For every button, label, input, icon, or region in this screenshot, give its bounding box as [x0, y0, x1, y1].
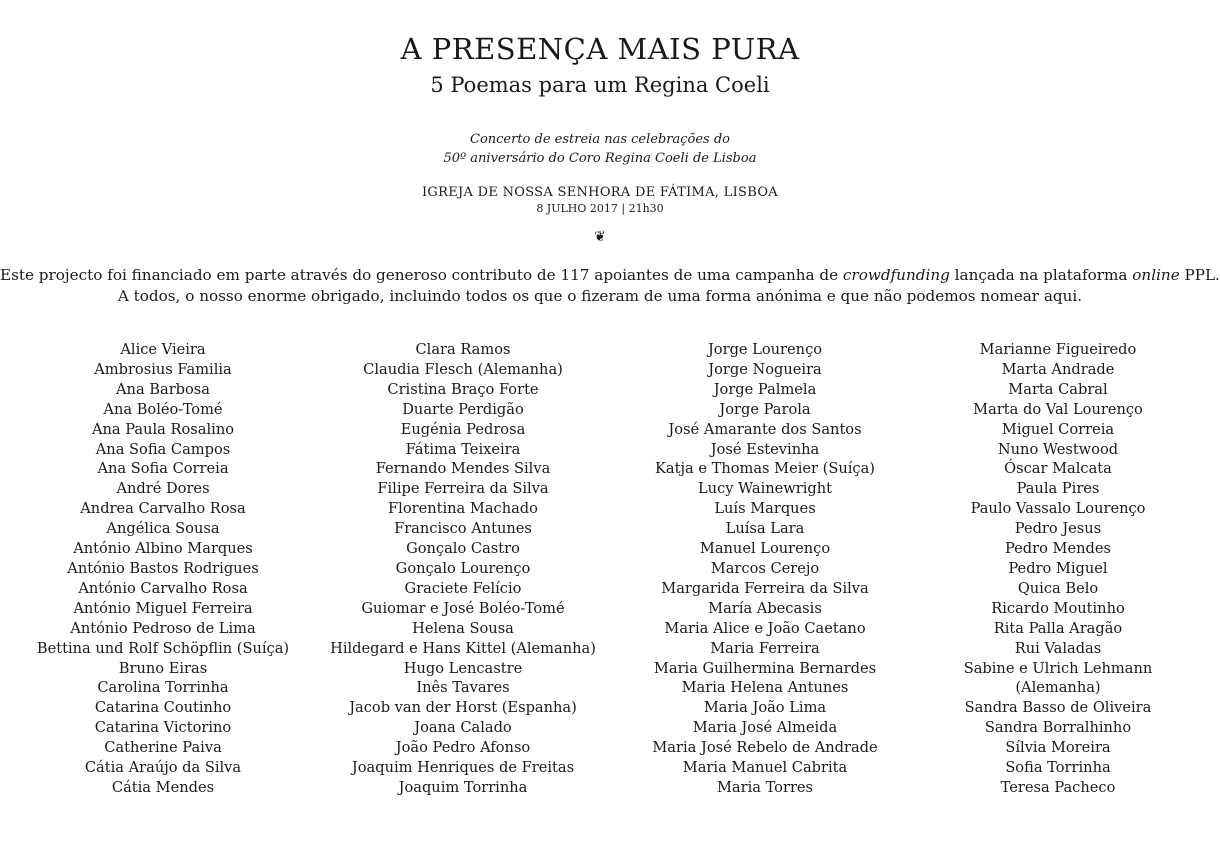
- supporter-name: Manuel Lourenço: [699, 540, 831, 558]
- supporter-name: Maria Alice e João Caetano: [664, 619, 866, 637]
- supporter-name: Fernando Mendes Silva: [375, 460, 551, 478]
- supporter-name: Maria Manuel Cabrita: [682, 759, 848, 777]
- supporter-name: Óscar Malcata: [1004, 460, 1112, 478]
- intro-line-2: A todos, o nosso enorme obrigado, incluindo todos os que o fizeram de uma forma anónima e que não podemos nomear aqui.: [117, 287, 1083, 305]
- supporter-name: Graciete Felício: [404, 579, 522, 597]
- supporter-name: Ana Paula Rosalino: [91, 420, 235, 438]
- supporter-name: António Carvalho Rosa: [78, 579, 248, 597]
- supporter-name: Quica Belo: [1017, 579, 1099, 597]
- supporter-name: Filipe Ferreira da Silva: [377, 480, 549, 498]
- concert-line-2: 50º aniversário do Coro Regina Coeli de Lisboa: [443, 151, 757, 166]
- supporter-name: Luísa Lara: [725, 520, 805, 538]
- intro-text-part: lançada na plataforma: [949, 266, 1133, 284]
- intro-emphasis: online: [1132, 266, 1180, 284]
- intro-line-1: [0, 265, 1220, 286]
- supporter-name: Luís Marques: [714, 500, 816, 518]
- supporter-name: Maria José Almeida: [692, 719, 838, 737]
- supporter-name: Inês Tavares: [416, 679, 510, 697]
- supporter-name: Jorge Lourenço: [707, 341, 823, 358]
- supporter-name: Catherine Paiva: [104, 739, 222, 757]
- supporter-name: María Abecasis: [708, 599, 822, 617]
- supporter-name: Sabine e Ulrich Lehmann: [963, 659, 1153, 677]
- supporter-name: Alice Vieira: [120, 341, 206, 358]
- supporter-name: Andrea Carvalho Rosa: [80, 500, 246, 518]
- supporter-name: António Miguel Ferreira: [73, 599, 253, 617]
- supporter-name: Maria José Rebelo de Andrade: [652, 739, 878, 757]
- supporter-name: Catarina Victorino: [94, 719, 232, 737]
- supporter-name: José Amarante dos Santos: [668, 420, 862, 438]
- supporter-name: António Albino Marques: [73, 540, 253, 558]
- supporter-name: Cristina Braço Forte: [387, 380, 539, 398]
- supporter-name: Rui Valadas: [1014, 639, 1102, 657]
- supporter-name: Pedro Miguel: [1008, 559, 1108, 577]
- supporters-column-3: [620, 340, 910, 798]
- supporter-name: Florentina Machado: [388, 500, 538, 518]
- supporter-name: Margarida Ferreira da Silva: [661, 579, 869, 597]
- supporter-name: João Pedro Afonso: [395, 739, 531, 757]
- supporter-name: Ana Boléo-Tomé: [103, 400, 223, 418]
- event-date: 8 JULHO 2017 | 21h30: [536, 202, 664, 215]
- supporter-name: Cátia Araújo da Silva: [84, 759, 242, 777]
- venue: IGREJA DE NOSSA SENHORA DE FÁTIMA, LISBOA: [422, 185, 778, 200]
- supporter-name: Marta do Val Lourenço: [973, 400, 1143, 418]
- supporter-name: Maria Guilhermina Bernardes: [653, 659, 877, 677]
- concert-description: [0, 130, 1200, 168]
- supporter-name: Joaquim Henriques de Freitas: [351, 759, 575, 777]
- supporter-name: Jacob van der Horst (Espanha): [349, 699, 577, 717]
- supporter-name: Joaquim Torrinha: [398, 778, 528, 796]
- supporter-name: Helena Sousa: [412, 619, 514, 637]
- supporters-column-4: [913, 340, 1203, 798]
- supporter-name: Paula Pires: [1016, 480, 1100, 498]
- supporter-name: Pedro Mendes: [1005, 540, 1111, 558]
- supporter-name: Catarina Coutinho: [94, 699, 232, 717]
- supporter-name: Maria Ferreira: [710, 639, 820, 657]
- supporter-name: António Bastos Rodrigues: [67, 559, 259, 577]
- supporter-name: Maria João Lima: [703, 699, 827, 717]
- supporter-name: Sofia Torrinha: [1005, 759, 1111, 777]
- supporter-name: Sandra Borralhinho: [984, 719, 1132, 737]
- supporter-name: Carolina Torrinha: [97, 679, 229, 697]
- supporter-name: Marianne Figueiredo: [979, 341, 1137, 358]
- supporter-name: Gonçalo Lourenço: [395, 559, 531, 577]
- supporter-name: Francisco Antunes: [394, 520, 532, 538]
- intro-text: [0, 265, 1220, 307]
- supporters-column-1: [18, 340, 308, 798]
- supporter-name: Claudia Flesch (Alemanha): [363, 360, 563, 378]
- supporter-name: Ana Sofia Correia: [97, 460, 229, 478]
- supporter-name: Duarte Perdigão: [402, 400, 524, 418]
- supporter-name: Pedro Jesus: [1014, 520, 1102, 538]
- supporter-name: Clara Ramos: [415, 341, 511, 358]
- supporter-name: Ana Barbosa: [116, 380, 210, 398]
- fleuron-icon: ❦: [594, 229, 606, 245]
- supporter-name: Jorge Nogueira: [708, 360, 822, 378]
- supporter-name: Lucy Wainewright: [697, 480, 833, 498]
- supporter-name: Marcos Cerejo: [710, 559, 820, 577]
- supporter-name: Maria Helena Antunes: [681, 679, 849, 697]
- supporter-name: Joana Calado: [414, 719, 512, 737]
- supporter-name: (Alemanha): [1015, 679, 1101, 697]
- concert-line-1: Concerto de estreia nas celebrações do: [470, 132, 730, 147]
- supporter-name: Fátima Teixeira: [405, 440, 521, 458]
- supporter-name: Nuno Westwood: [997, 440, 1119, 458]
- supporter-name: Marta Andrade: [1001, 360, 1115, 378]
- supporter-name: Ambrosius Familia: [94, 360, 232, 378]
- supporter-name: Bettina und Rolf Schöpflin (Suíça): [36, 639, 290, 657]
- page-subtitle: 5 Poemas para um Regina Coeli: [430, 73, 770, 97]
- intro-emphasis: crowdfunding: [842, 266, 950, 284]
- supporter-name: António Pedroso de Lima: [70, 619, 256, 637]
- supporter-name: Hildegard e Hans Kittel (Alemanha): [330, 639, 596, 657]
- supporter-name: Maria Torres: [716, 778, 814, 796]
- supporter-name: André Dores: [116, 480, 210, 498]
- supporters-column-2: [318, 340, 608, 798]
- page-title: A PRESENÇA MAIS PURA: [400, 32, 800, 66]
- intro-text-part: Este projecto foi financiado em parte através do generoso contributo de 117 apoiantes de uma campanha de: [0, 266, 843, 284]
- supporter-name: Paulo Vassalo Lourenço: [970, 500, 1146, 518]
- supporter-name: Marta Cabral: [1008, 380, 1108, 398]
- supporter-name: Jorge Parola: [719, 400, 811, 418]
- supporter-name: Hugo Lencastre: [403, 659, 523, 677]
- supporter-name: Ricardo Moutinho: [991, 599, 1125, 617]
- supporter-name: Ana Sofia Campos: [95, 440, 231, 458]
- supporter-name: Sílvia Moreira: [1005, 739, 1111, 757]
- supporter-name: Miguel Correia: [1001, 420, 1115, 438]
- supporter-name: Katja e Thomas Meier (Suíça): [654, 460, 876, 478]
- supporter-name: Jorge Palmela: [713, 380, 817, 398]
- supporter-name: Teresa Pacheco: [1000, 778, 1116, 796]
- intro-text-part: PPL.: [1179, 266, 1220, 284]
- supporter-name: Sandra Basso de Oliveira: [964, 699, 1152, 717]
- supporter-name: Angélica Sousa: [106, 520, 220, 538]
- supporter-name: Rita Palla Aragão: [993, 619, 1123, 637]
- supporter-name: José Estevinha: [710, 440, 820, 458]
- supporter-name: Eugénia Pedrosa: [400, 420, 526, 438]
- supporter-name: Bruno Eiras: [118, 659, 208, 677]
- supporter-name: Gonçalo Castro: [406, 540, 520, 558]
- supporter-name: Cátia Mendes: [111, 778, 215, 796]
- supporter-name: Guiomar e José Boléo-Tomé: [361, 599, 565, 617]
